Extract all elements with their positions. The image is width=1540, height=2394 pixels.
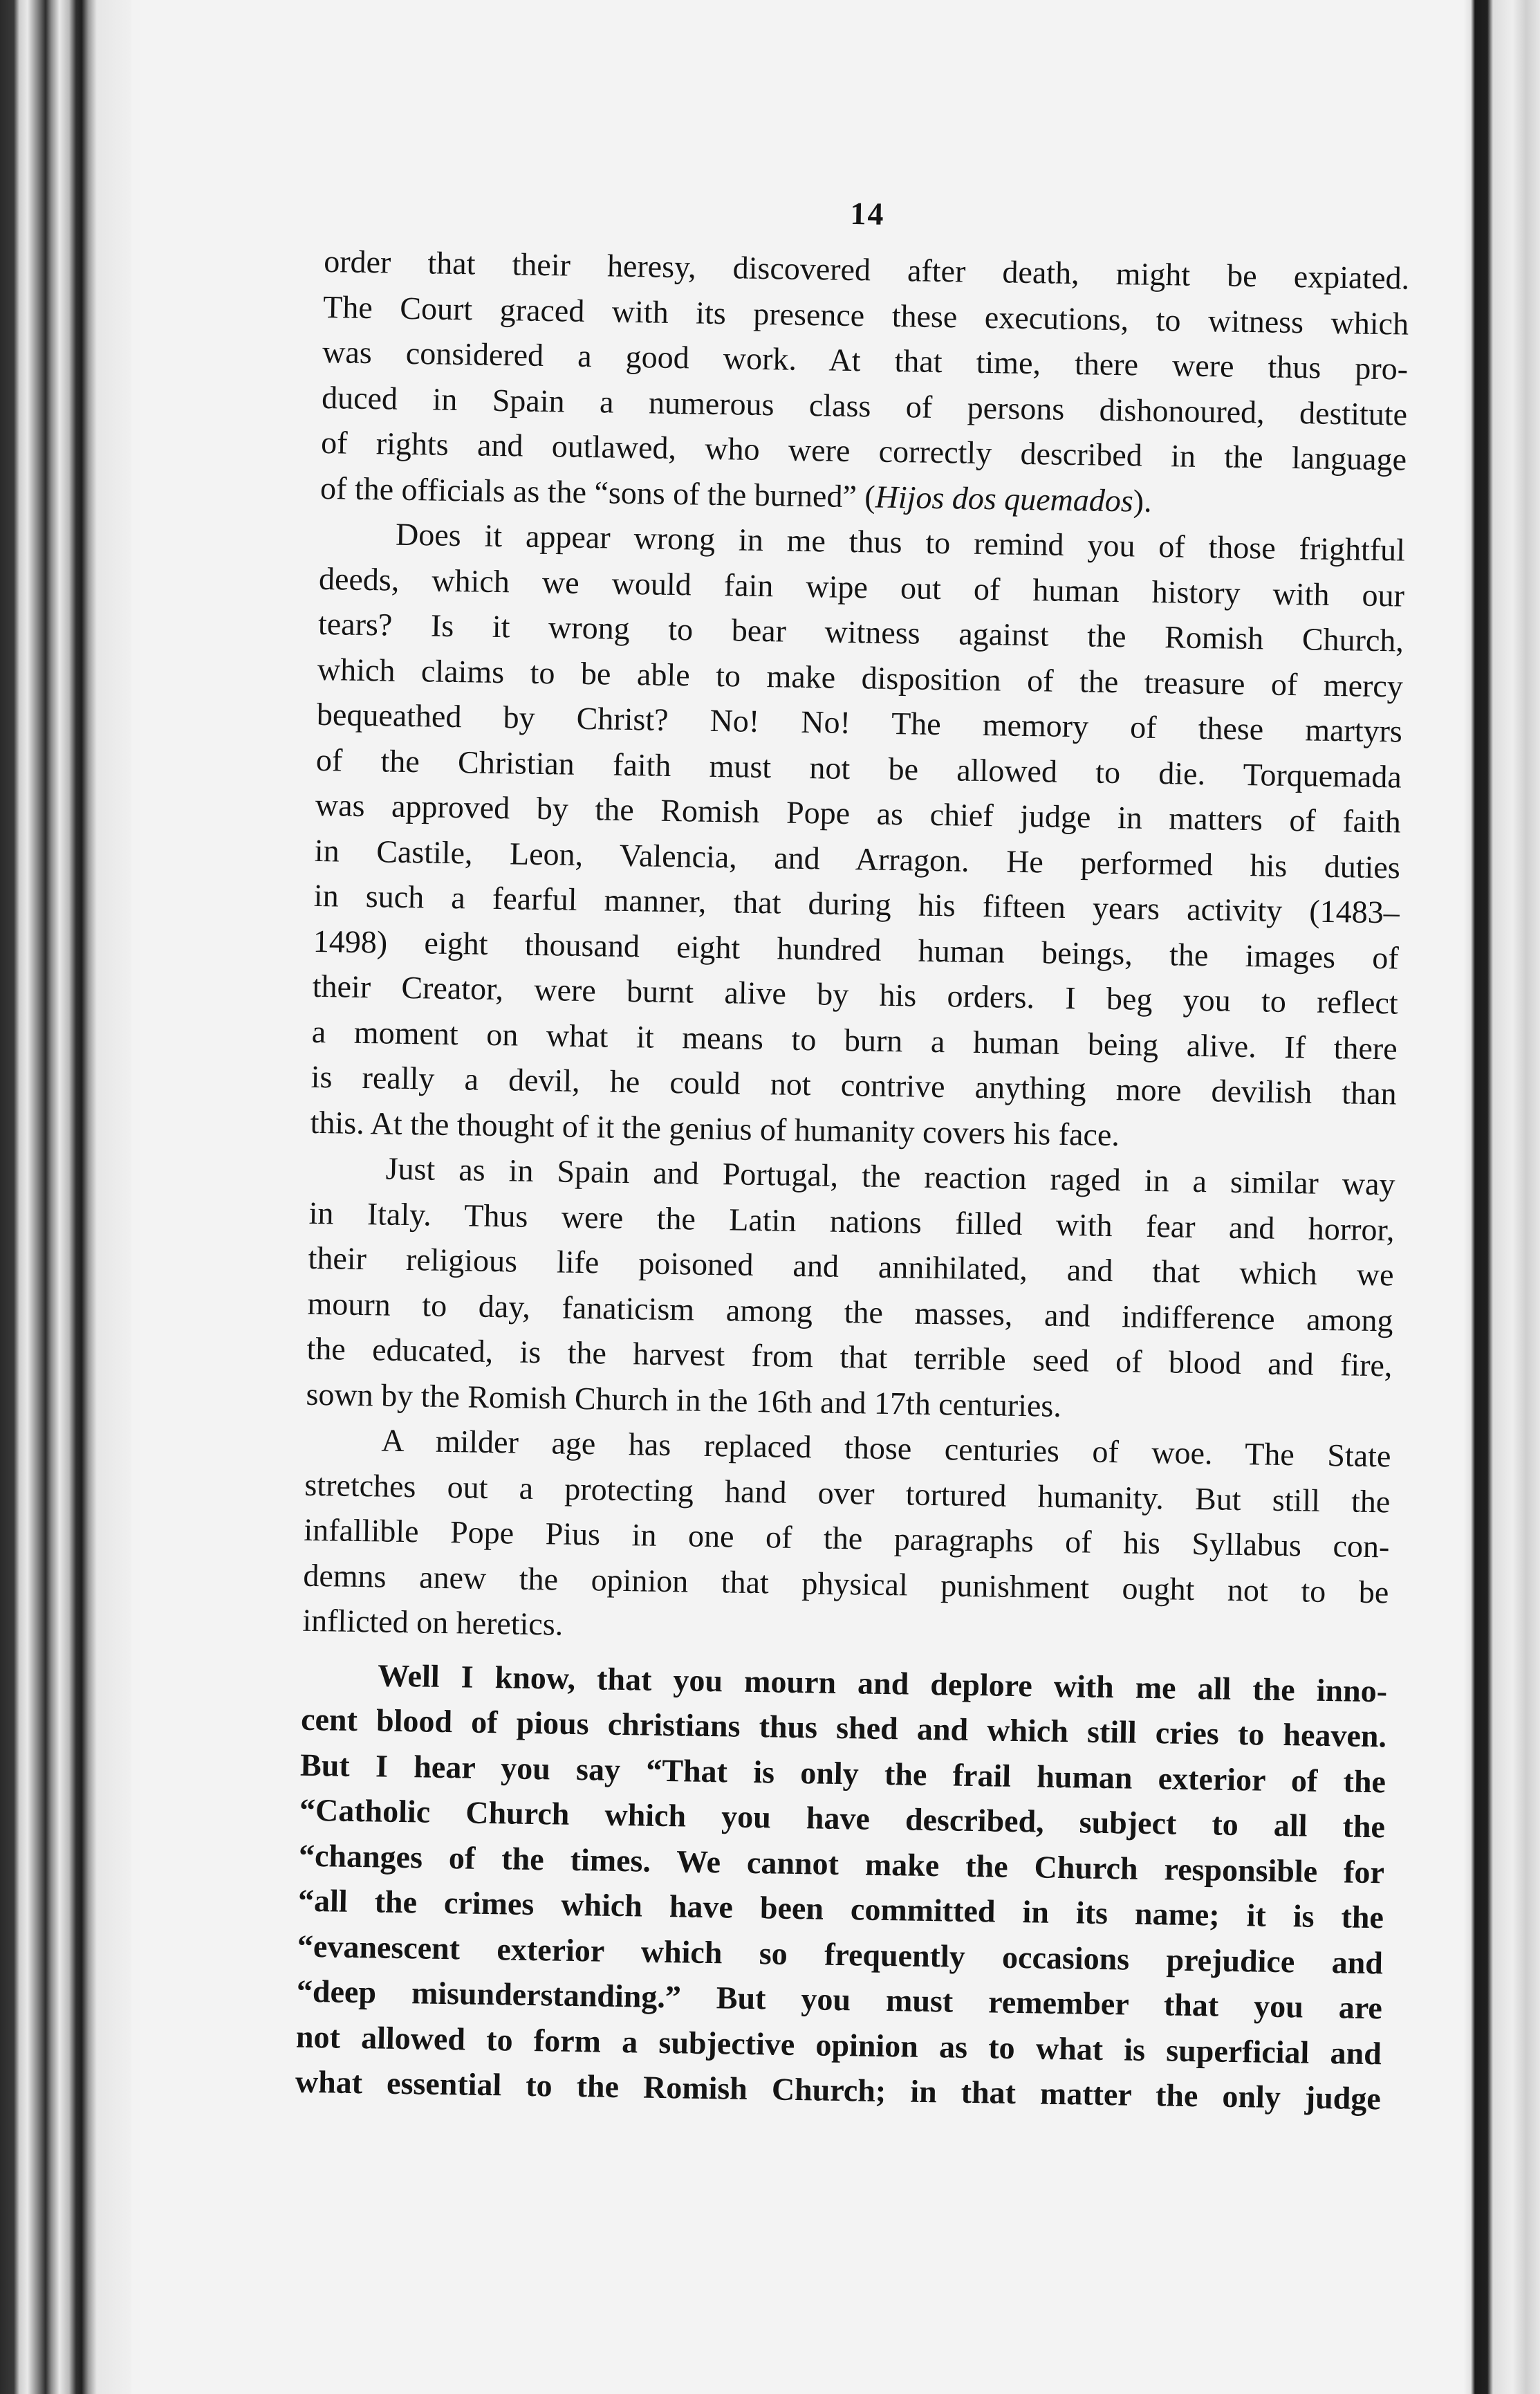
text-line: of the Christian faith must not be allowed to die. Torquemada <box>315 742 1402 795</box>
text-line: Does it appear wrong in me thus to remind you of those frightful <box>395 516 1406 568</box>
text-line: is really a devil, he could not contrive anything more devilish than <box>310 1058 1397 1112</box>
text-line: “deep misunderstanding.” But you must remember that you are <box>296 1973 1383 2026</box>
text-line: the educated, is the harvest from that terrible seed of blood and fire, <box>306 1330 1393 1383</box>
paragraph-1 <box>320 239 1410 528</box>
page-text-block <box>295 187 1410 2121</box>
text-line: was considered a good work. At that time, there were thus pro- <box>322 333 1409 387</box>
text-line: stretches out a protecting hand over tortured humanity. But still the <box>304 1466 1391 1519</box>
text-line-with-italic: of the officials as the “sons of the burned” (Hijos dos quemados). <box>319 470 1152 519</box>
text-line: “changes of the times. We cannot make the Church responsible for <box>298 1837 1385 1890</box>
text-line: tears? Is it wrong to bear witness against the Romish Church, <box>317 605 1404 659</box>
italic-phrase: Hijos dos quemados <box>875 479 1134 518</box>
text-line: duced in Spain a numerous class of persons dishonoured, destitute <box>321 379 1408 432</box>
text-line: in Castile, Leon, Valencia, and Arragon. He performed his duties <box>314 832 1401 885</box>
book-binding-left-edge <box>0 0 131 2394</box>
text-line: inflicted on heretics. <box>302 1602 564 1642</box>
text-line: “all the crimes which have been committed in its name; it is the <box>297 1882 1384 1935</box>
text-line: deeds, which we would fain wipe out of human history with our <box>318 560 1405 614</box>
text-line: mourn to day, fanaticism among the masses, and indifference among <box>307 1285 1393 1338</box>
text-line: Well I know, that you mourn and deplore with me all the inno- <box>377 1657 1388 1709</box>
text-line: what essential to the Romish Church; in that matter the only judge <box>295 2063 1382 2117</box>
text-line: 1498) eight thousand eight hundred human beings, the images of <box>313 923 1400 976</box>
text-line: not allowed to form a subjective opinion as to what is superficial and <box>295 2018 1382 2071</box>
text-line: order that their heresy, discovered after death, might be expiated. <box>323 243 1410 296</box>
text-line: in such a fearful manner, that during his fifteen years activity (1483– <box>313 877 1400 930</box>
text-line: in Italy. Thus were the Latin nations filled with fear and horror, <box>308 1195 1395 1247</box>
page-number: 14 <box>850 195 885 232</box>
text-line: But I hear you say “That is only the frail human exterior of the <box>299 1747 1386 1799</box>
text-line: sown by the Romish Church in the 16th and 17th centuries. <box>306 1376 1062 1424</box>
text-line: this. At the thought of it the genius of humanity covers his face. <box>310 1104 1120 1152</box>
text-line: a moment on what it means to burn a human being alive. If there <box>311 1013 1398 1067</box>
text-line: “evanescent exterior which so frequently occasions prejudice and <box>297 1928 1384 1980</box>
paragraph-2 <box>310 510 1405 1162</box>
paragraph-5 <box>295 1651 1387 2121</box>
text-line: Just as in Spain and Portugal, the reaction raged in a similar way <box>385 1150 1395 1202</box>
text-line: of rights and outlawed, who were correctly described in the language <box>320 424 1407 477</box>
text-line: “Catholic Church which you have described, subject to all the <box>299 1792 1386 1845</box>
text-line: their Creator, were burnt alive by his orders. I beg you to reflect <box>312 968 1399 1021</box>
text-line: infallible Pope Pius in one of the paragraphs of his Syllabus con- <box>304 1511 1390 1565</box>
text-line: bequeathed by Christ? No! No! The memory of these martyrs <box>316 696 1403 749</box>
text-line: was approved by the Romish Pope as chief judge in matters of faith <box>315 786 1402 840</box>
text-line: The Court graced with its presence these executions, to witness which <box>322 288 1409 342</box>
text-line: cent blood of pious christians thus shed and which still cries to heaven. <box>300 1701 1387 1754</box>
text-line: their religious life poisoned and annihilated, and that which we <box>308 1240 1394 1293</box>
paragraph-4 <box>302 1417 1391 1660</box>
text-line: demns anew the opinion that physical punishment ought not to be <box>303 1557 1389 1610</box>
book-binding-right-edge <box>1464 0 1540 2394</box>
text-line: which claims to be able to make disposition of the treasure of mercy <box>317 651 1404 704</box>
paragraph-3 <box>306 1145 1395 1434</box>
text-line: A milder age has replaced those centuries of woe. The State <box>381 1422 1391 1474</box>
